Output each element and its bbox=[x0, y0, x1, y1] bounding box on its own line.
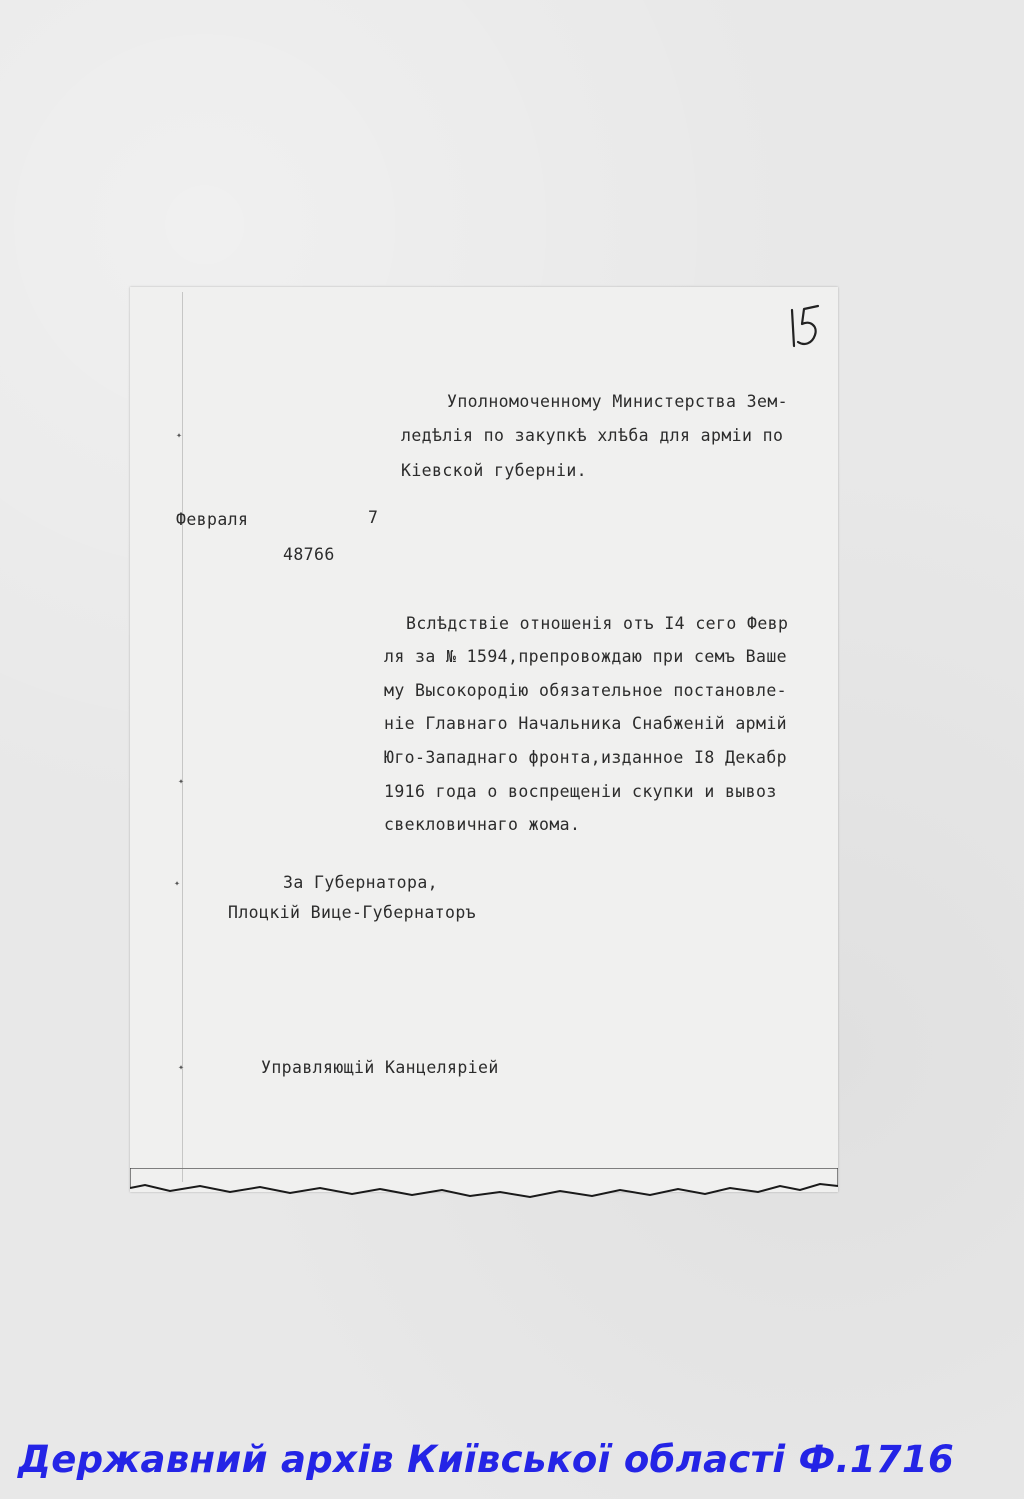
body-line: му Высокородію обязательное постановле- bbox=[384, 681, 788, 700]
binding-mark: ✦ bbox=[176, 430, 183, 441]
folio-number-handwritten bbox=[784, 300, 824, 355]
outgoing-number: 48766 bbox=[283, 545, 335, 564]
addressee-line: Кіевской губерніи. bbox=[401, 461, 588, 480]
archive-caption: Державний архів Київської області Ф.1716 bbox=[18, 1438, 955, 1481]
date-day: 7 bbox=[368, 508, 379, 527]
date-month: Февраля bbox=[176, 510, 249, 529]
paper-fold-line bbox=[182, 292, 183, 1182]
chancellery-line: Управляющій Канцеляріей bbox=[261, 1058, 499, 1077]
addressee-line: ледѣлія по закупкѣ хлѣба для арміи по bbox=[401, 426, 784, 445]
body-line: 1916 года о воспрещеніи скупки и вывоз bbox=[384, 782, 777, 801]
binding-mark: ✦ bbox=[178, 776, 185, 787]
body-line: свекловичнаго жома. bbox=[384, 815, 581, 834]
addressee-line: Уполномоченному Министерства Зем- bbox=[447, 392, 789, 411]
body-line: ніе Главнаго Начальника Снабженій армій bbox=[384, 714, 788, 733]
body-line: ля за № 1594,препровождаю при семъ Ваше bbox=[384, 647, 788, 666]
signature-line: Плоцкій Вице-Губернаторъ bbox=[228, 903, 477, 922]
body-line: Вслѣдствіе отношенія отъ I4 сего Февр bbox=[406, 614, 789, 633]
signature-line: За Губернатора, bbox=[283, 873, 439, 892]
binding-mark: ✦ bbox=[178, 1062, 185, 1073]
body-line: Юго-Западнаго фронта,изданное I8 Декабр bbox=[384, 748, 788, 767]
binding-mark: ✦ bbox=[174, 878, 181, 889]
torn-paper-edge bbox=[130, 1168, 838, 1208]
document-sheet bbox=[130, 287, 838, 1192]
